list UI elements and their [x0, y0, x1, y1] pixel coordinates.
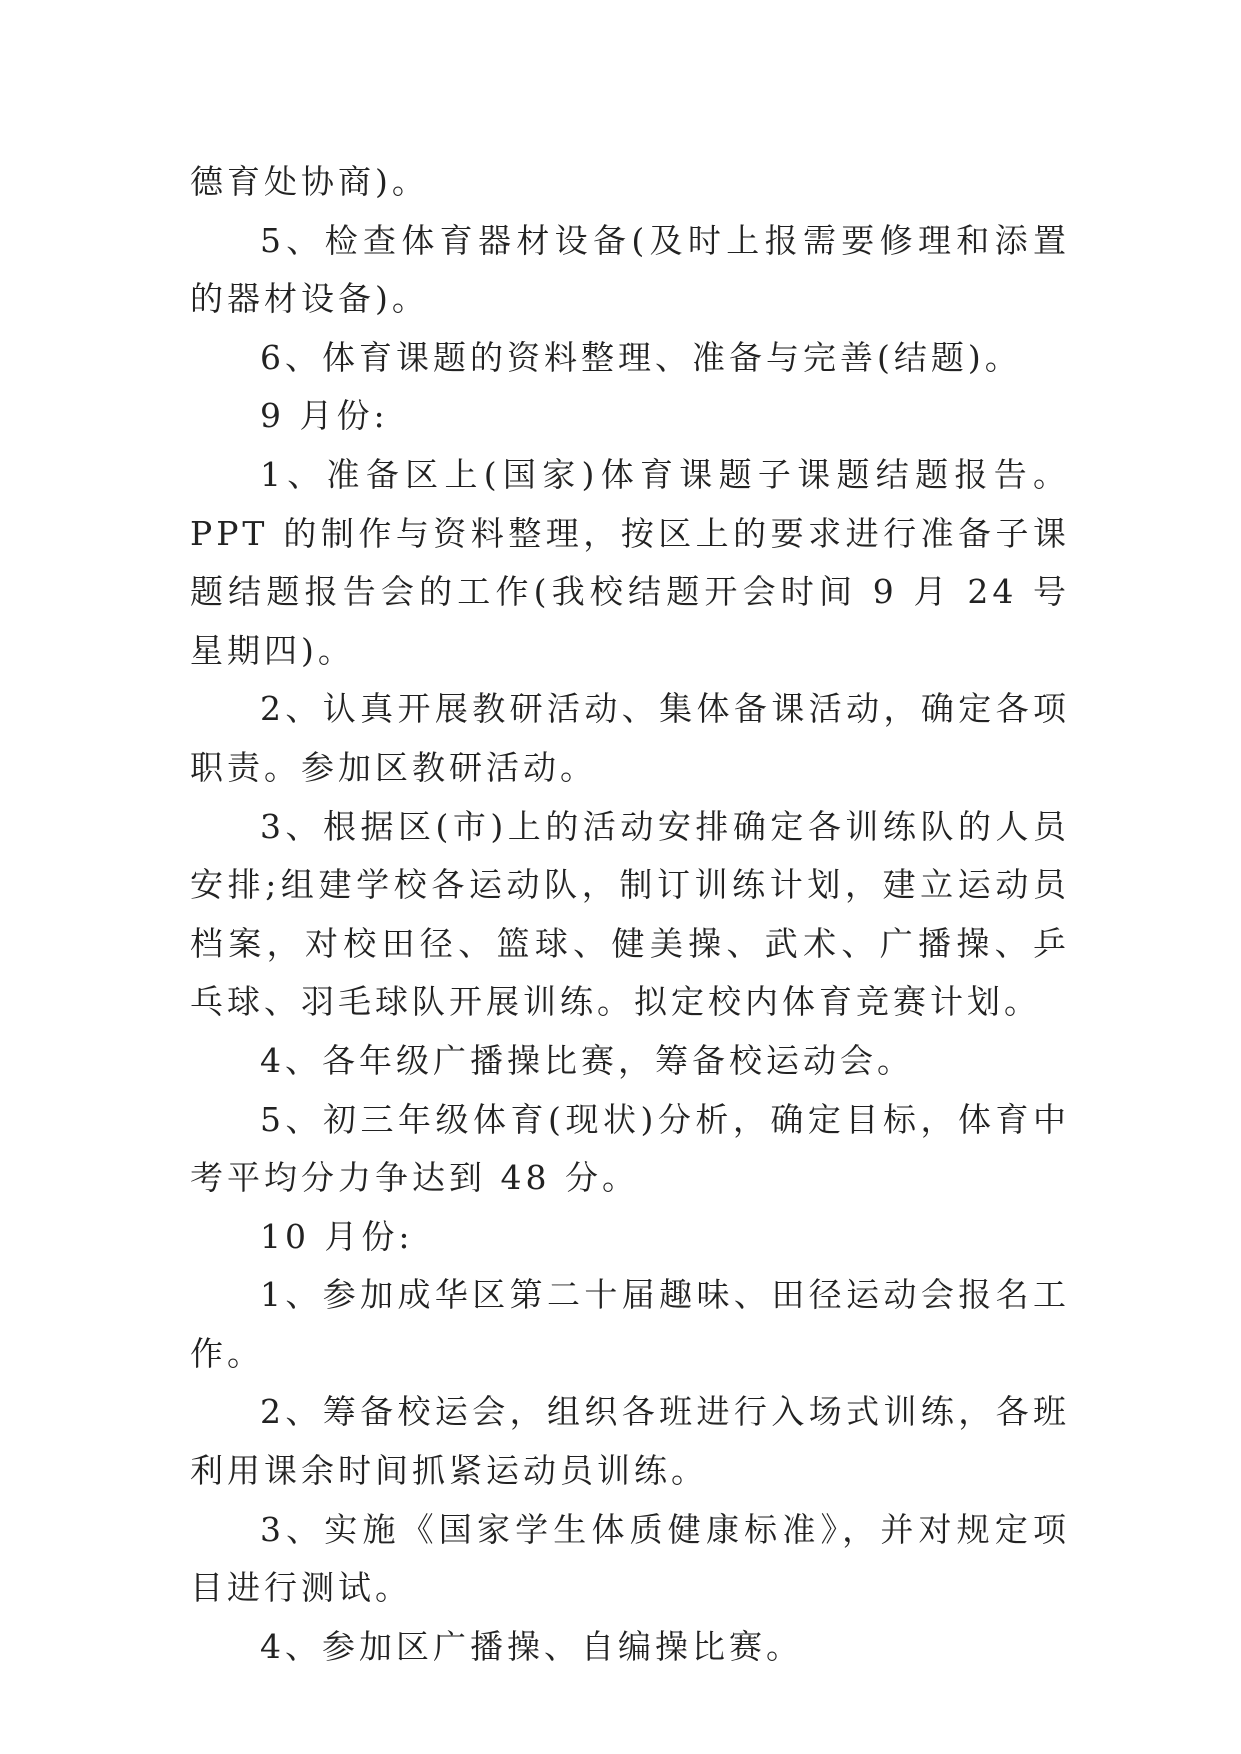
paragraph-item: 5、检查体育器材设备(及时上报需要修理和添置的器材设备)。 — [190, 220, 1070, 319]
paragraph-item: 1、准备区上(国家)体育课题子课题结题报告。PPT 的制作与资料整理，按区上的要求进行准备子课题结题报告会的工作(我校结题开会时间 9 月 24 号星期四)。 — [190, 454, 1070, 670]
month-heading-september: 9 月份: — [259, 396, 389, 436]
paragraph-item: 2、认真开展教研活动、集体备课活动，确定各项职责。参加区教研活动。 — [190, 689, 1070, 787]
paragraph-item: 3、实施《国家学生体质健康标准》，并对规定项目进行测试。 — [190, 1509, 1070, 1608]
paragraph-item: 4、参加区广播操、自编操比赛。 — [259, 1626, 803, 1666]
month-heading-october: 10 月份: — [259, 1216, 414, 1256]
paragraph-item: 5、初三年级体育(现状)分析，确定目标，体育中考平均分力争达到 48 分。 — [190, 1099, 1070, 1198]
paragraph-item: 2、筹备校运会，组织各班进行入场式训练，各班利用课余时间抓紧运动员训练。 — [190, 1392, 1070, 1491]
paragraph-item: 6、体育课题的资料整理、准备与完善(结题)。 — [259, 337, 1022, 377]
paragraph-item: 1、参加成华区第二十届趣味、田径运动会报名工作。 — [190, 1275, 1070, 1373]
paragraph-item: 4、各年级广播操比赛，筹备校运动会。 — [259, 1040, 914, 1080]
paragraph-item: 3、根据区(市)上的活动安排确定各训练队的人员安排;组建学校各运动队，制订训练计划，建立运动员档案，对校田径、篮球、健美操、武术、广播操、乒乓球、羽毛球队开展训练。拟定校内体育竞赛计划。 — [190, 806, 1070, 1022]
document-body — [190, 153, 1070, 1676]
paragraph-continuation: 德育处协商)。 — [190, 162, 429, 201]
